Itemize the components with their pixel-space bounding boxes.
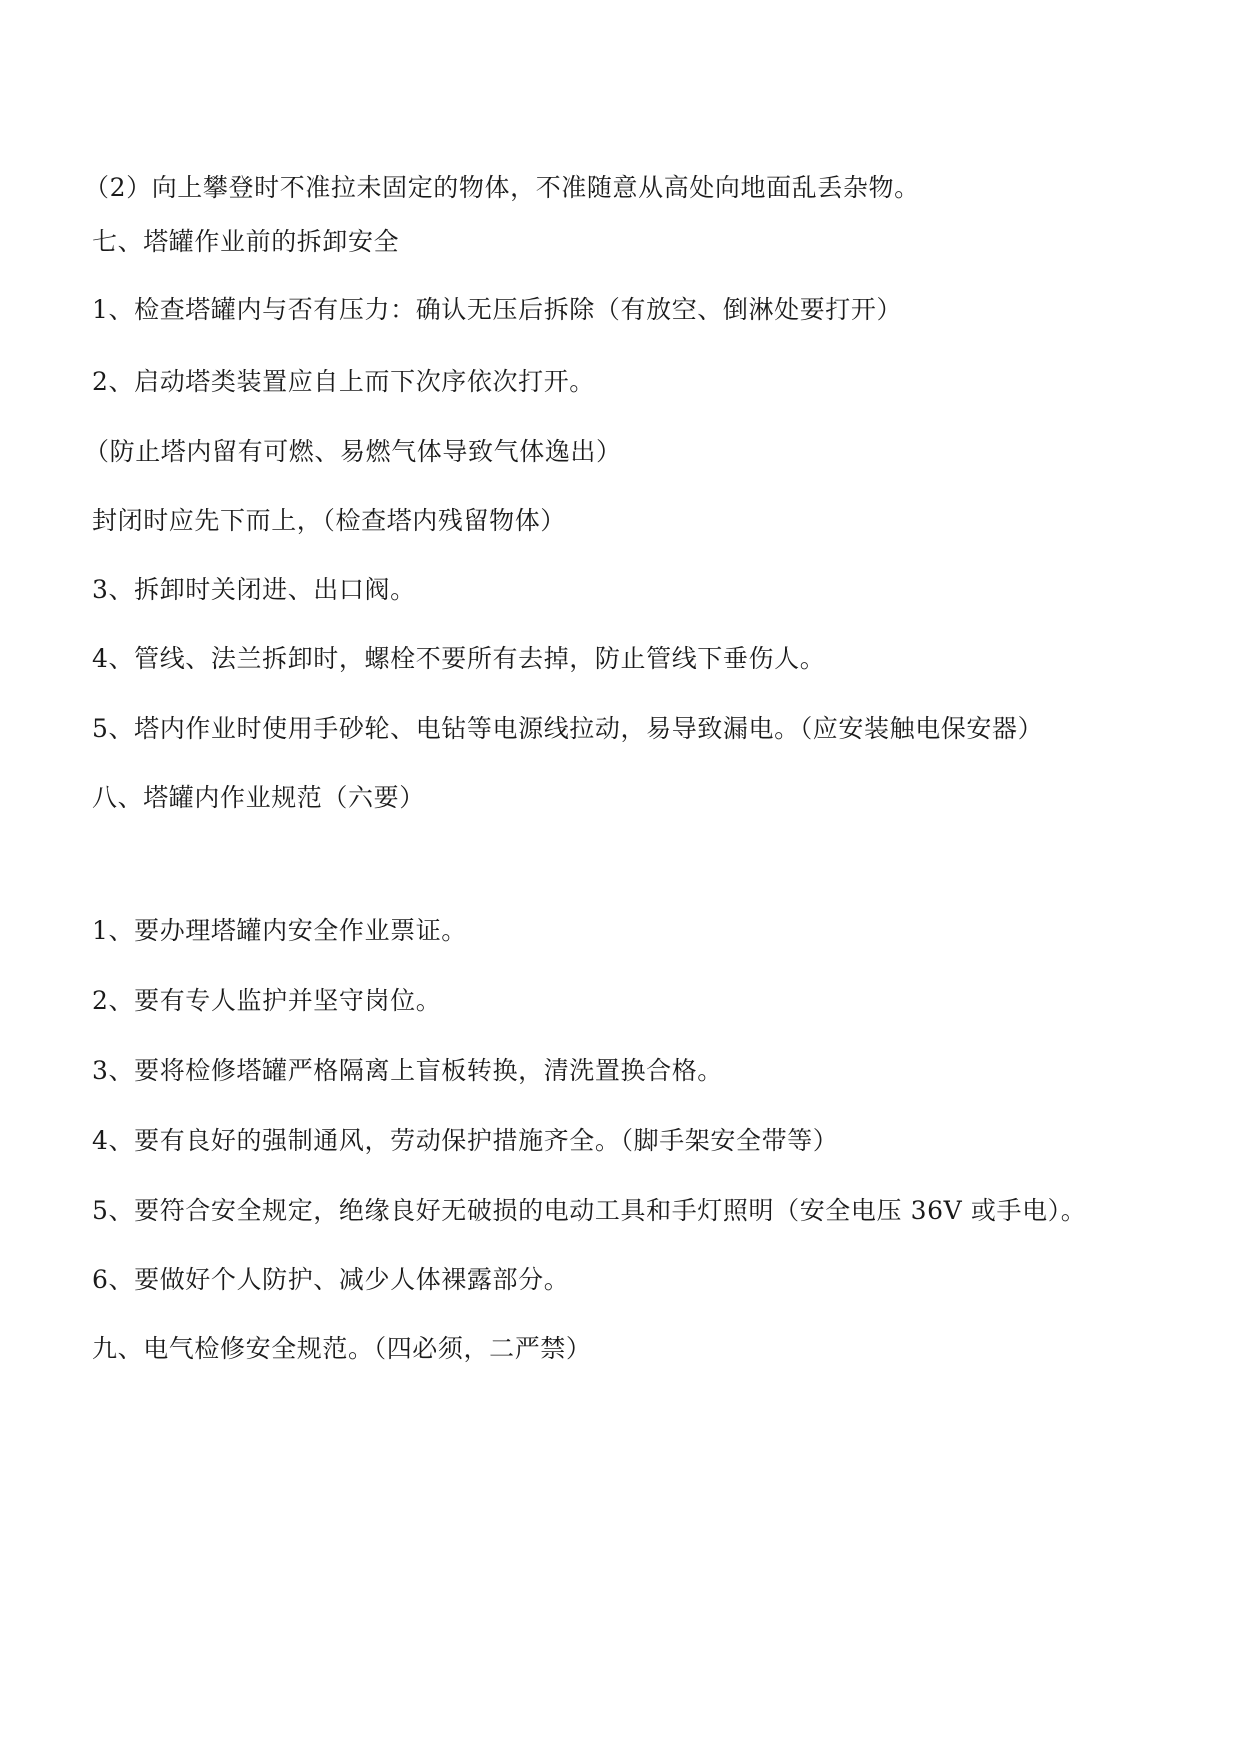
text-line-8-2: 2、要有专人监护并坚守岗位。 (92, 986, 442, 1015)
text-line-7-3: 3、拆卸时关闭进、出口阀。 (92, 575, 416, 604)
text-line-2-climbing: （2）向上攀登时不准拉未固定的物体，不准随意从高处向地面乱丢杂物。 (84, 173, 920, 202)
text-line-8-1: 1、要办理塔罐内安全作业票证。 (92, 916, 467, 945)
heading-section-7: 七、塔罐作业前的拆卸安全 (92, 227, 400, 256)
heading-section-8: 八、塔罐内作业规范（六要） (92, 783, 425, 812)
text-line-7-2-note: （防止塔内留有可燃、易燃气体导致气体逸出） (84, 437, 622, 466)
text-line-7-2-closing: 封闭时应先下而上，（检查塔内残留物体） (92, 506, 566, 535)
text-line-8-6: 6、要做好个人防护、减少人体裸露部分。 (92, 1265, 570, 1294)
text-line-8-5: 5、要符合安全规定，绝缘良好无破损的电动工具和手灯照明（安全电压 36V 或手电）。 (92, 1196, 1087, 1225)
text-line-7-4: 4、管线、法兰拆卸时，螺栓不要所有去掉，防止管线下垂伤人。 (92, 644, 826, 673)
text-line-8-4: 4、要有良好的强制通风，劳动保护措施齐全。（脚手架安全带等） (92, 1126, 839, 1155)
text-line-8-3: 3、要将检修塔罐严格隔离上盲板转换，清洗置换合格。 (92, 1056, 723, 1085)
text-line-7-1: 1、检查塔罐内与否有压力：确认无压后拆除（有放空、倒淋处要打开） (92, 295, 903, 324)
text-line-7-5: 5、塔内作业时使用手砂轮、电钻等电源线拉动，易导致漏电。（应安装触电保安器） (92, 714, 1044, 743)
heading-section-9: 九、电气检修安全规范。（四必须，二严禁） (92, 1334, 592, 1363)
text-line-7-2: 2、启动塔类装置应自上而下次序依次打开。 (92, 367, 595, 396)
